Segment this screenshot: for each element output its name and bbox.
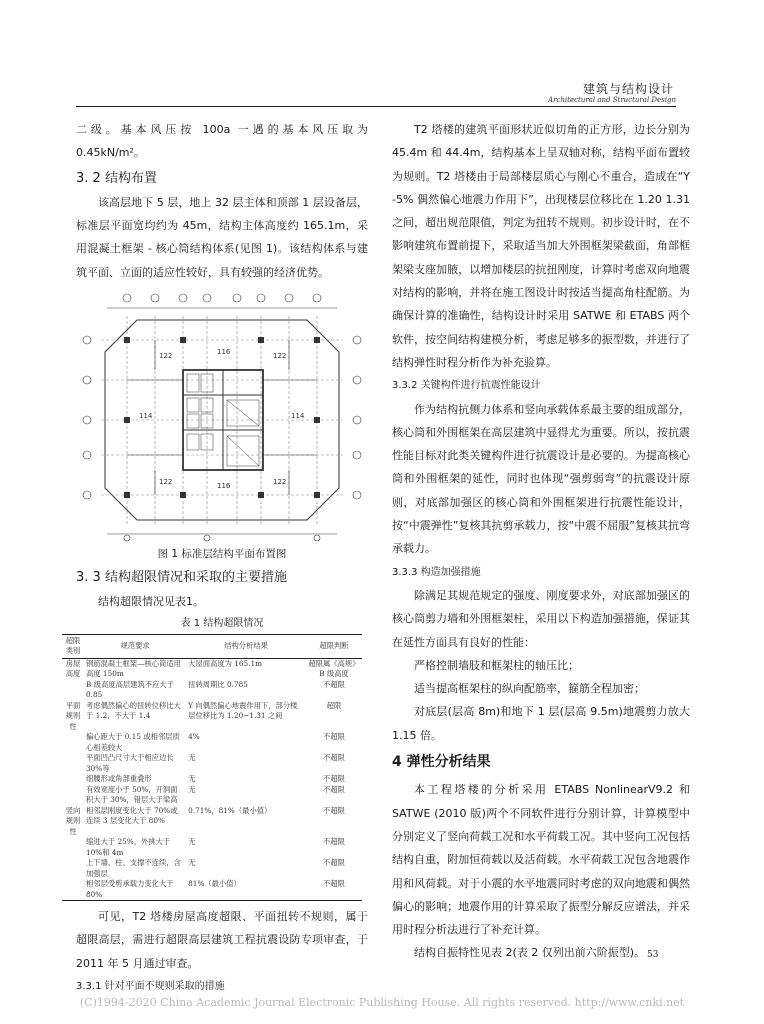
figure-caption: 图 1 标准层结构平面布置图 (157, 548, 287, 561)
table-header-cell: 超限判断 (306, 634, 362, 658)
table-cell: 不超限 (323, 784, 345, 794)
room-label: 122 (273, 352, 287, 361)
table-cell: 相邻层受剪承载力变化大于 80% (84, 879, 186, 901)
page-number: 53 (647, 950, 659, 960)
table-cell: 相邻层刚度变化大于 70%或连续 3 层变化大于 80% (86, 805, 178, 826)
table-cell: 细腰形或角部重叠形 (86, 774, 152, 784)
copyright-footer: (C)1994-2020 China Academic Journal Electronic Publishing House. All rights reserved. http://www.cnki.net (79, 996, 685, 1009)
table-header-cell: 结构分析结果 (186, 634, 306, 658)
section-3-3-title: 3. 3 结构超限情况和采取的主要措施 (76, 570, 287, 586)
table-cell: 无 (188, 784, 196, 794)
table-cell: 不超限 (323, 858, 345, 868)
table-cell (62, 753, 84, 774)
table-cell: 4% (188, 732, 200, 742)
table-cell: 平面凹凸尺寸大于相应边长 30%等 (86, 753, 174, 773)
table-cell (62, 858, 84, 879)
table-cell: 无 (188, 858, 196, 868)
table-row (62, 858, 362, 879)
section-3-3-3-title: 3.3.3 构造加强措施 (392, 566, 481, 578)
section-3-3-2-title: 3.3.2 关键构件进行抗震性能设计 (392, 380, 541, 392)
room-label: 114 (291, 412, 305, 421)
measure-item-1: 严格控制墙肢和框架柱的轴压比； (414, 658, 579, 672)
table-cell: 超限 (326, 700, 342, 710)
table-cell: 无 (188, 837, 196, 847)
table-row (62, 753, 362, 774)
table-row (62, 806, 362, 838)
room-label: 122 (273, 478, 287, 487)
table-cell: 0.71%，81%（最小值） (188, 805, 272, 815)
left-column (65, 118, 368, 998)
header-rule (76, 106, 676, 107)
table-cell: 缩进大于 25%，外挑大于 10%和 4m (86, 837, 171, 857)
section-3-3-1-title: 3.3.1 针对平面不规则采取的措施 (76, 981, 225, 993)
table-row (62, 658, 362, 680)
table-cell: 有效宽度小于 50%，开洞面积大于 30%，错层大于梁高 (86, 784, 178, 805)
table-cell: 无 (188, 753, 196, 763)
table-header-row (62, 634, 362, 658)
floor-plan-drawing (77, 290, 367, 542)
table-cell (62, 879, 84, 901)
room-label: 122 (159, 352, 173, 361)
room-label: 122 (159, 478, 173, 487)
table-caption: 表 1 结构超限情况 (180, 617, 264, 629)
table-cell: 竖向规则性 (65, 805, 81, 836)
section-4-title: 4 弹性分析结果 (392, 754, 491, 771)
table-cell (62, 680, 84, 701)
plan-irregularity-paragraph: T2 塔楼的建筑平面形状近似切角的正方形，边长分别为 45.4m 和 44.4m，结构基本上呈双轴对称，结构平面布置较为规则。T2 塔楼由于局部楼层质心与刚心不重合，造成在“Y -5% 偶然偏心地震力作用下”，出现楼层位移比在 1.20 1.31 之间，超出规范限值，判定为扭转不规则。初步设计时，在不影响建筑布置前提下，采取适当加大外围框架梁截面，角部框架梁支座加腋，以增加楼层的抗扭刚度，计算时考虑双向地震对结构的影响，并将在施工图设计时按适当提高角柱配筋。为确保计算的准确性，结构设计时采用 SATWE 和 ETABS 两个软件，按空间结构建模分析，考虑足够多的振型数，并进行了结构弹性时程分析作为补充验算。 (392, 123, 690, 369)
floor-plan-figure (77, 290, 367, 542)
elastic-analysis-paragraph: 本工程塔楼的分析采用 ETABS NonlinearV9.2 和 SATWE (2010 版)两个不同软件进行分别计算，计算模型中分别定义了竖向荷载工况和水平荷载工况。其中竖向工况包括结构自重，附加恒荷载以及活荷载。水平荷载工况包含地震作用和风荷载。对于小震的水平地震同时考虑的双向地震和偶然偏心的影响；地震作用的计算采取了振型分解反应谱法，并采用时程分析法进行了补充计算。 (392, 783, 690, 937)
table-cell: 不超限 (323, 679, 345, 689)
table-cell: 无 (188, 774, 196, 784)
table-cell: 平面规则性 (65, 700, 81, 731)
section-3-2-title: 3. 2 结构布置 (76, 170, 157, 186)
table-cell: 超限属《高规》B 级高度 (308, 658, 360, 679)
grid-markers-right (353, 336, 361, 499)
table-cell: 不超限 (323, 837, 345, 847)
table-row (62, 879, 362, 901)
room-label: 114 (139, 412, 153, 421)
table-cell: 81%（最小值） (186, 879, 306, 901)
grid-markers-left (83, 336, 91, 499)
intro-paragraph: 二级。基本风压按 100a 一遇的基本风压取为 0.45kN/m²。 (76, 123, 368, 160)
table-cell: B 级高度高层建筑不应大于 0.85 (86, 679, 174, 700)
table-row (62, 785, 362, 806)
journal-subtitle: Architectural and Structural Design (548, 96, 676, 104)
room-label: 116 (217, 348, 231, 357)
table-cell (62, 774, 84, 785)
measure-item-3: 对底层(层高 8m)和地下 1 层(层高 9.5m)地震剪力放大 1.15 倍。 (392, 705, 690, 742)
conclusion-paragraph: 可见，T2 塔楼房屋高度超限、平面扭转不规则，属于超限高层，需进行超限高层建筑工程抗震设防专项审查，于 2011 年 5 月通过审查。 (76, 910, 368, 970)
table-cell (62, 785, 84, 806)
section-3-3-paragraph: 结构超限情况见表1。 (98, 595, 204, 609)
table-header-cell: 规范要求 (84, 634, 186, 658)
table-cell: 钢筋混凝土框架—核心筒适用高度 150m (86, 658, 181, 679)
table-cell: 不超限 (323, 805, 345, 815)
table-cell: 不超限 (323, 753, 345, 763)
right-column (392, 118, 690, 965)
table-cell: 房屋高度 (65, 658, 81, 679)
table-cell: 大屋面高度为 165.1m (188, 658, 263, 668)
room-label: 116 (217, 482, 231, 491)
table-row (62, 732, 362, 753)
seismic-performance-paragraph: 作为结构抗侧力体系和竖向承载体系最主要的组成部分，核心筒和外围框架在高层建筑中显得尤为重要。所以，按抗震性能目标对此类关键构件进行抗震设计是必要的。为提高核心筒和外围框架的延性，同时也体现“强剪弱弯”的抗震设计原则，对底部加强区的核心筒和外围框架进行抗震性能设计，按“中震弹性”复核其抗剪承载力，按“中震不屈服”复核其抗弯承载力。 (392, 402, 690, 556)
table-cell: 扭转周期比 0.785 (188, 679, 248, 689)
table-cell (62, 732, 84, 753)
table-cell: 不超限 (323, 732, 345, 742)
table-row (62, 701, 362, 733)
measure-item-2: 适当提高框架柱的纵向配筋率，箍筋全程加密； (414, 682, 645, 696)
table-cell: 不超限 (323, 774, 345, 784)
table-cell: 不超限 (306, 879, 362, 901)
section-3-2-paragraph: 该高层地下 5 层，地上 32 层主体和顶部 1 层设备层，标准层平面宽均约为 45m，结构主体高度约 165.1m，采用混凝土框架 - 核心筒结构体系(见图 1)。该结构体系与建筑平面、立面的适应性较好，具有较强的经济优势。 (76, 195, 368, 279)
journal-title: 建筑与结构设计 (582, 82, 674, 96)
grid-markers-top (107, 294, 337, 308)
table-row (62, 837, 362, 858)
table-cell (62, 837, 84, 858)
table-cell: 偏心距大于 0.15 或相邻层质心相差较大 (86, 732, 180, 752)
overlimit-table (62, 634, 362, 902)
table-cell: Y 向偶然偏心地震作用下，部分楼层位移比为 1.20~1.31 之间 (188, 700, 298, 721)
table-cell: 上下墙、柱、支撑不连续，含加强层 (86, 858, 181, 878)
table-row (62, 680, 362, 701)
table-header-cell: 超限类别 (62, 634, 84, 658)
table-cell: 考虑偶然偏心的扭转位移比大于 1.2，不大于 1.4 (86, 700, 181, 721)
vibration-paragraph: 结构自振特性见表 2(表 2 仅列出前六阶振型)。 (414, 946, 646, 960)
table-row (62, 774, 362, 785)
strengthening-paragraph: 除满足其规范规定的强度、刚度要求外，对底部加强区的核心筒剪力墙和外围框架柱，采用以下构造加强措施，保证其在延性方面具有良好的性能： (392, 588, 690, 649)
